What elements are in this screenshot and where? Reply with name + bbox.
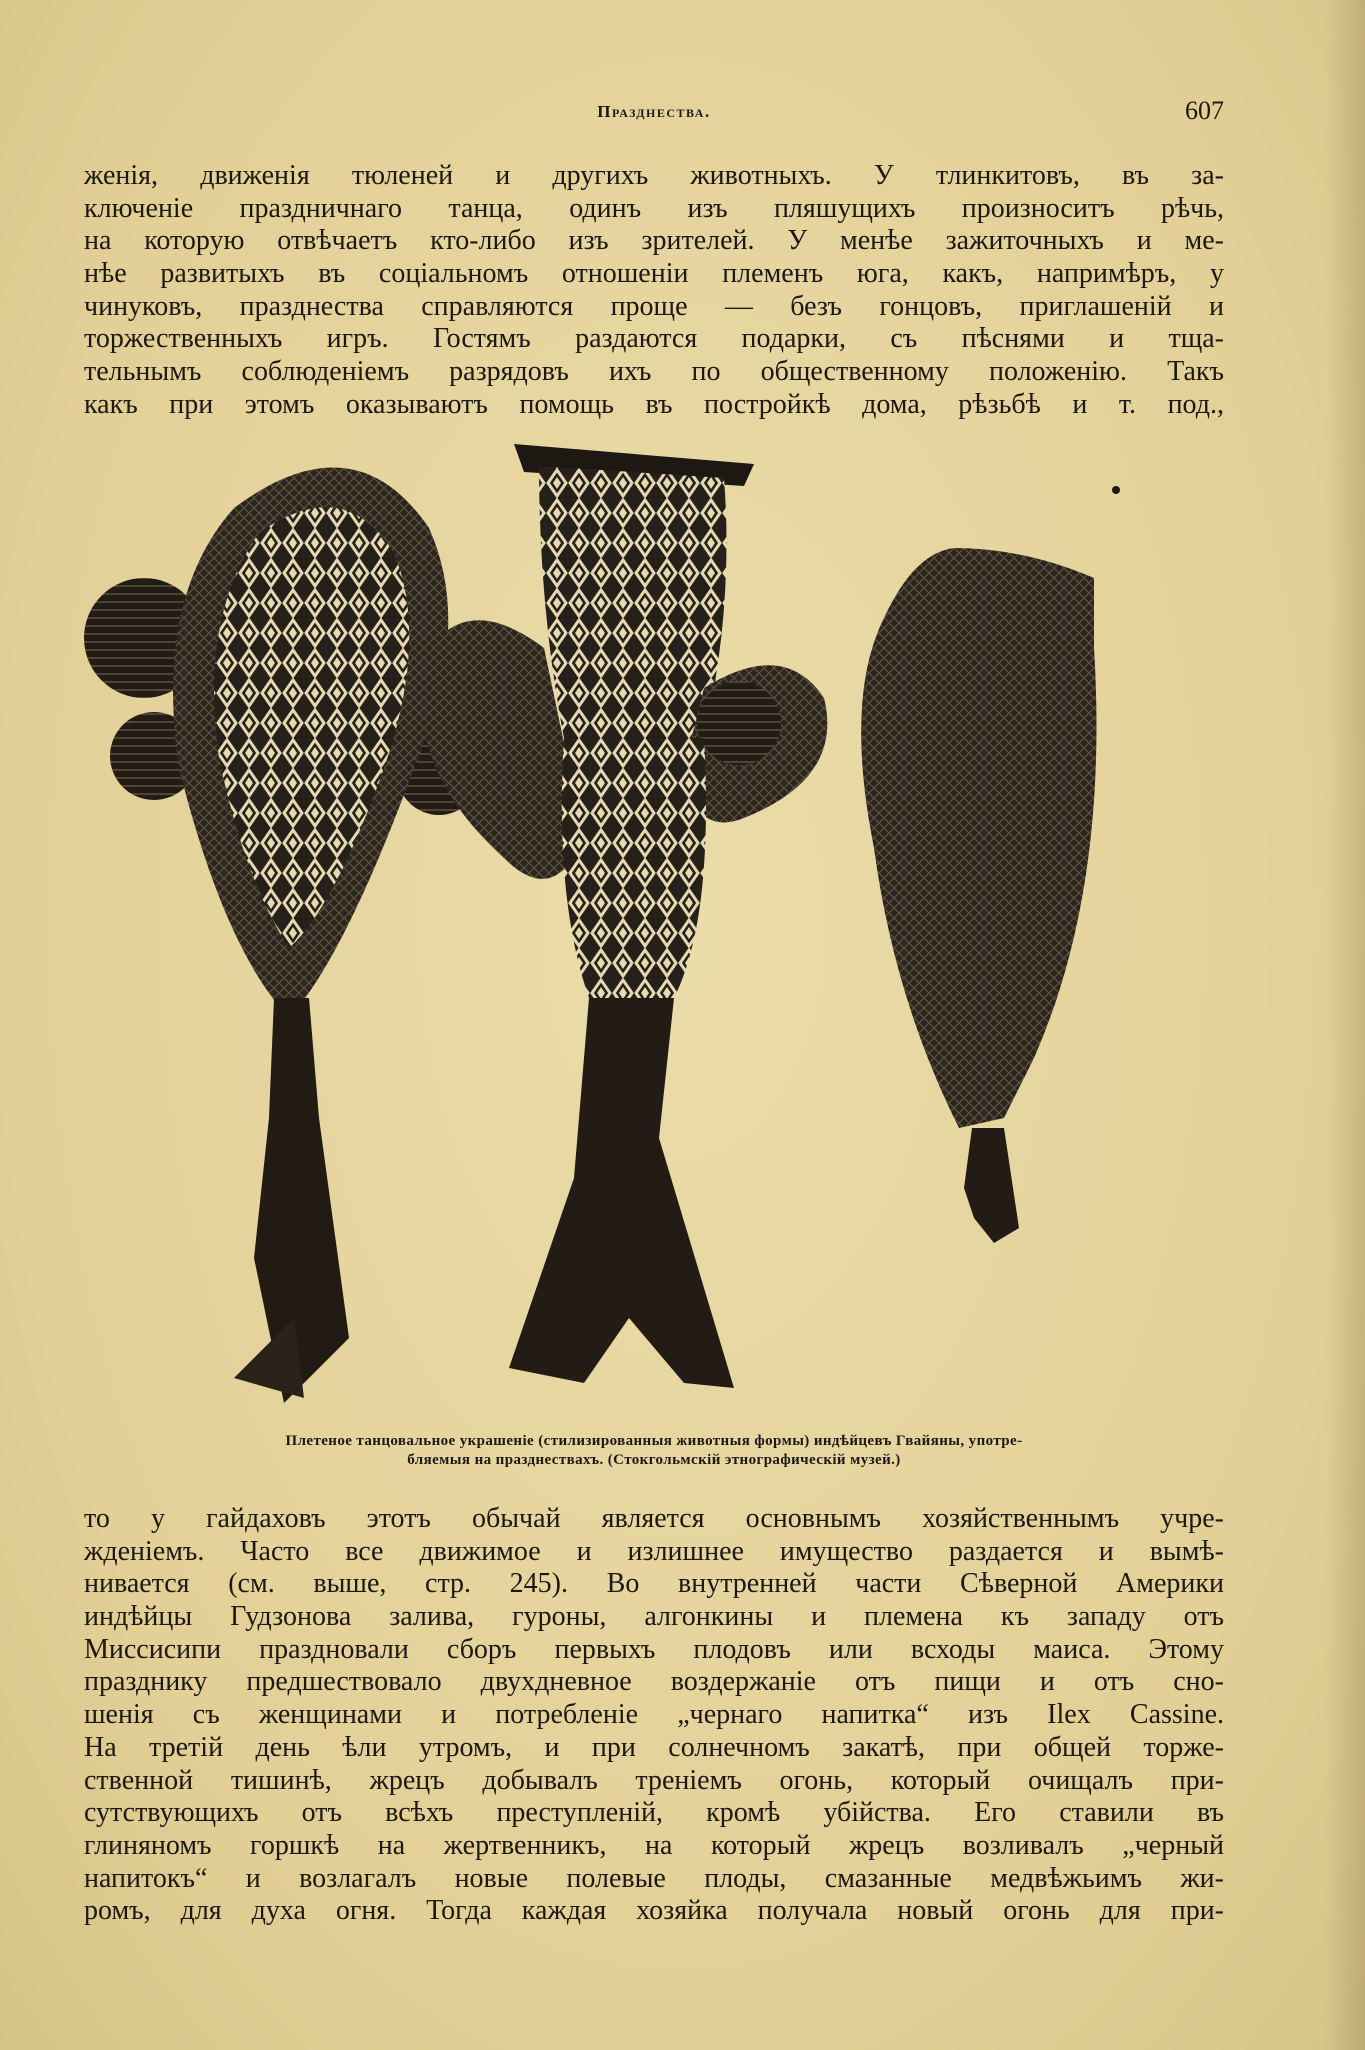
text-line: торжественныхъ игръ. Гостямъ раздаются подарки, съ пѣснями и тща-: [84, 323, 1224, 355]
top-paragraph: [84, 160, 1224, 422]
page-number: 607: [1185, 96, 1224, 125]
right-ornament: [861, 486, 1120, 1243]
page-header: [84, 96, 1224, 136]
text-line: нивается (см. выше, стр. 245). Во внутренней части Сѣверной Америки: [84, 1568, 1224, 1600]
text-line: жденіемъ. Часто все движимое и излишнее имущество раздается и вымѣ-: [84, 1535, 1224, 1567]
text-line: какъ при этомъ оказываютъ помощь въ постройкѣ дома, рѣзьбѣ и т. под.,: [84, 388, 1224, 420]
text-line: индѣйцы Гудзонова залива, гуроны, алгонкины и племена къ западу отъ: [84, 1601, 1224, 1633]
text-line: сутствующихъ отъ всѣхъ преступленій, кромѣ убійства. Его ставили въ: [84, 1797, 1224, 1829]
text-line: чинуковъ, празднества справляются проще — безъ гонцовъ, приглашеній и: [84, 290, 1224, 322]
figure-caption: [84, 1432, 1224, 1470]
text-line: На третій день ѣли утромъ, и при солнечномъ закатѣ, при общей торже-: [84, 1731, 1224, 1763]
caption-line: бляемыя на празднествахъ. (Стокгольмскій этнографическій музей.): [407, 1452, 901, 1468]
text-line: то у гайдаховъ этотъ обычай является основнымъ хозяйственнымъ учре-: [84, 1503, 1224, 1534]
text-line: женія, движенія тюленей и другихъ животныхъ. У тлинкитовъ, въ за-: [84, 160, 1224, 191]
caption-line: Плетеное танцовальное украшеніе (стилизированныя животныя формы) индѣйцевъ Гвайяны, употре-: [285, 1433, 1023, 1449]
text-line: напитокъ“ и возлагалъ новые полевые плоды, смазанные медвѣжьимъ жи-: [84, 1862, 1224, 1894]
left-ornament: [84, 468, 484, 1404]
text-line: нѣе развитыхъ въ соціальномъ отношеніи племенъ юга, какъ, напримѣръ, у: [84, 258, 1224, 290]
text-line: шенія съ женщинами и потребленіе „чернаго напитка“ изъ Ilex Cassine.: [84, 1699, 1224, 1731]
text-line: ственной тишинѣ, жрецъ добывалъ треніемъ огонь, который очищалъ при-: [84, 1764, 1224, 1796]
running-head: Празднества.: [597, 102, 711, 121]
text-line: на которую отвѣчаетъ кто-либо изъ зрителей. У менѣе зажиточныхъ и ме-: [84, 225, 1224, 257]
woven-ornaments-figure: [84, 438, 1224, 1428]
text-line: ромъ, для духа огня. Тогда каждая хозяйка получала новый огонь для при-: [84, 1895, 1224, 1927]
text-line: празднику предшествовало двухдневное воздержаніе отъ пищи и отъ сно-: [84, 1666, 1224, 1698]
bottom-paragraph: [84, 1503, 1224, 1928]
middle-ornament: [421, 444, 828, 1388]
text-line: ключеніе праздничнаго танца, одинъ изъ пляшущихъ произноситъ рѣчь,: [84, 192, 1224, 224]
text-line: тельнымъ соблюденіемъ разрядовъ ихъ по общественному положенію. Такъ: [84, 356, 1224, 388]
woven-dance-ornaments-illustration-icon: [84, 438, 1224, 1428]
text-line: глиняномъ горшкѣ на жертвенникъ, на который жрецъ возливалъ „черный: [84, 1829, 1224, 1861]
text-line: Миссисипи праздновали сборъ первыхъ плодовъ или всходы маиса. Этому: [84, 1633, 1224, 1665]
